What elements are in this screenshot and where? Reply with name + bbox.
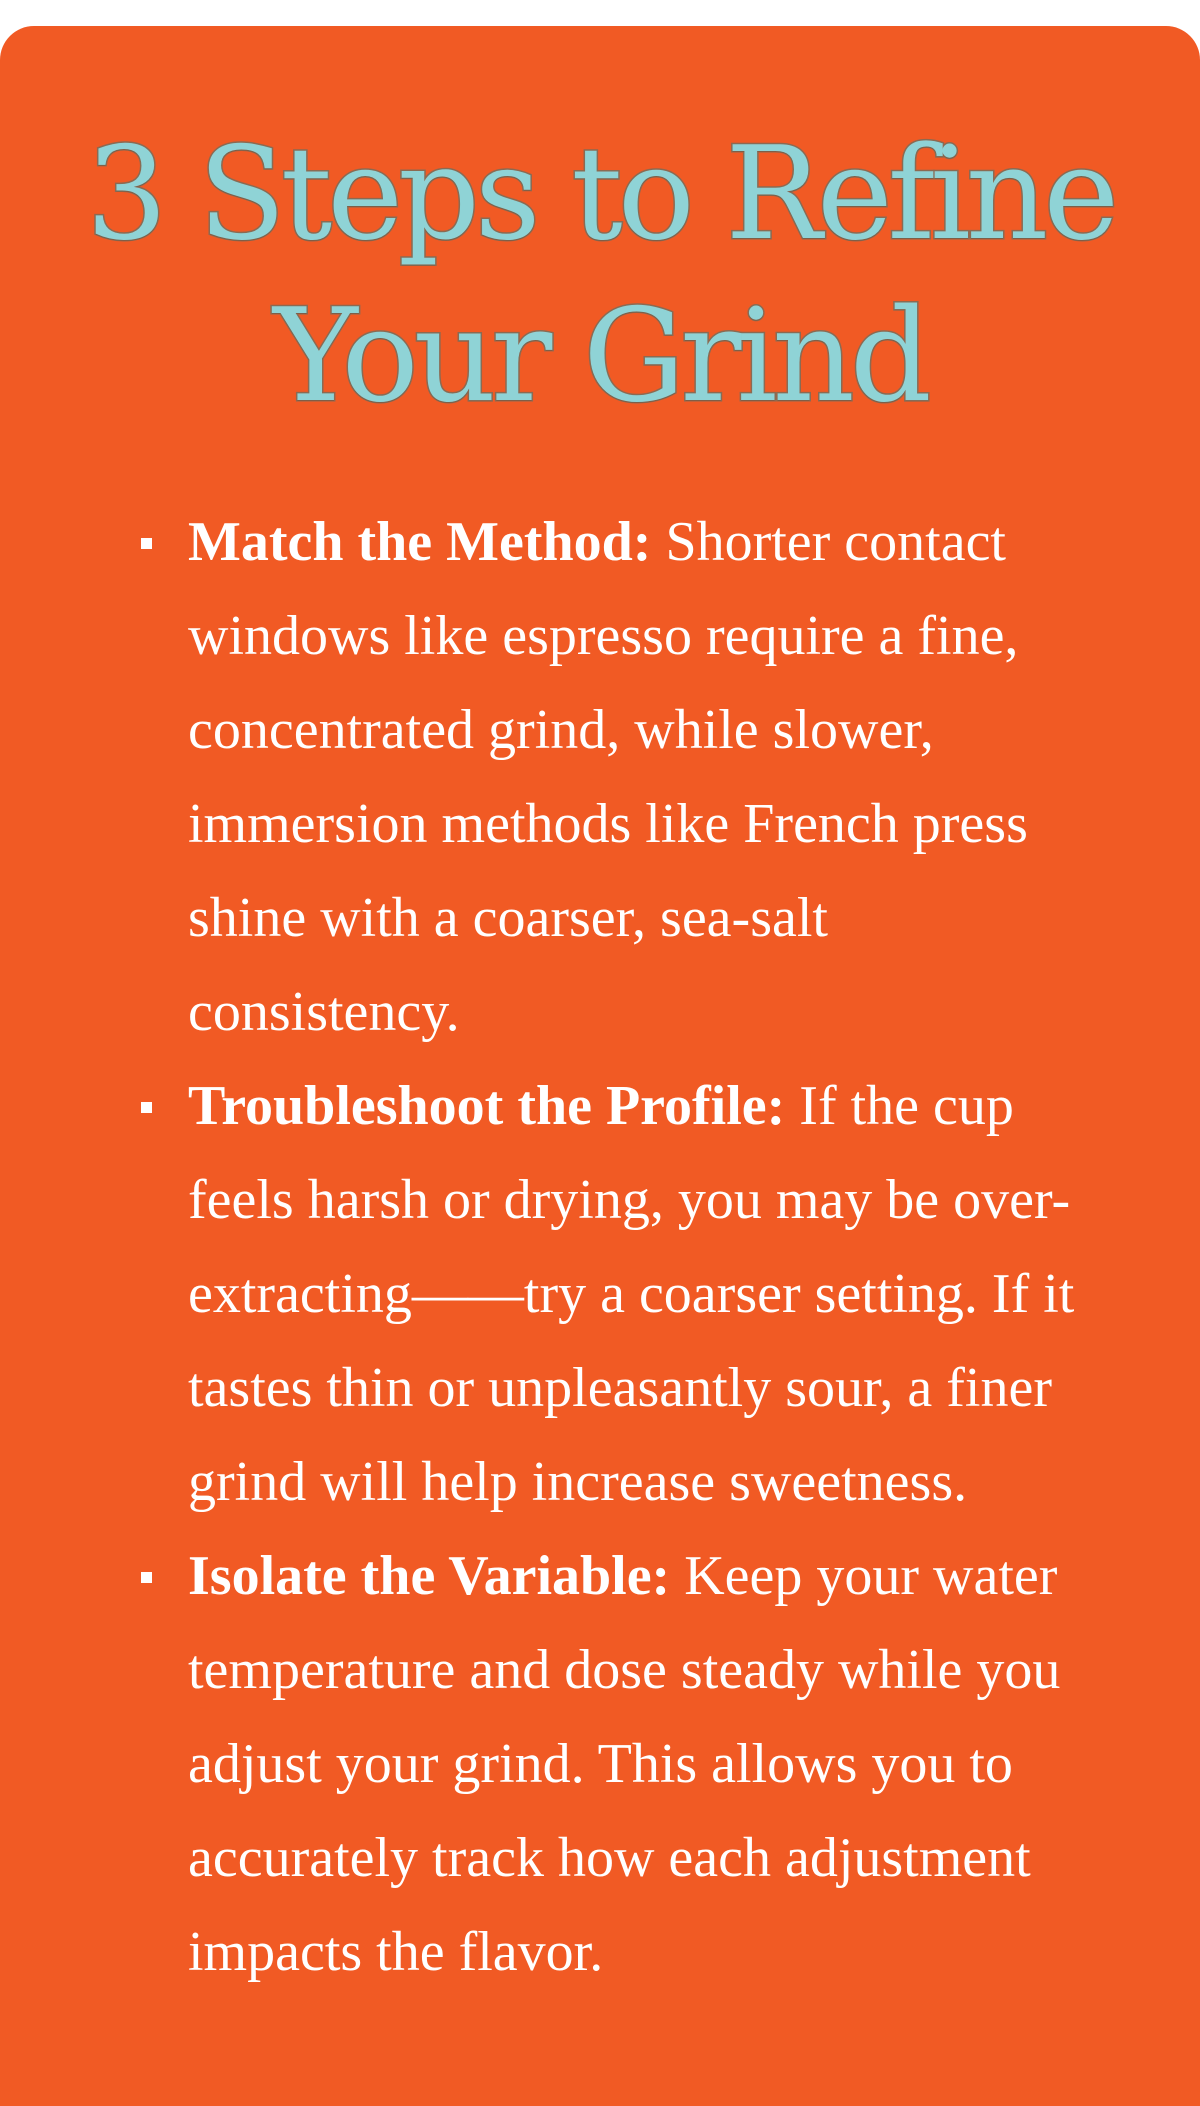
tip-heading: Troubleshoot the Profile: bbox=[188, 1075, 786, 1137]
page-title bbox=[0, 26, 1200, 438]
title-line-2: Your Grind bbox=[273, 282, 927, 431]
tip-heading: Match the Method: bbox=[188, 511, 652, 573]
square-bullet-icon bbox=[141, 1102, 152, 1113]
tip-match-method bbox=[188, 495, 1098, 1059]
tip-isolate-variable bbox=[188, 1529, 1098, 1999]
tip-text: Keep your water temperature and dose steady while you adjust your grind. This allows you to accurately track how each adjustment impacts the flavor. bbox=[188, 1545, 1061, 1983]
tip-text: If the cup feels harsh or drying, you may be over-extracting——try a coarser setting. If it tastes thin or unpleasantly sour, a finer grind will help increase sweetness. bbox=[188, 1075, 1075, 1513]
tip-heading: Isolate the Variable: bbox=[188, 1545, 671, 1607]
tip-troubleshoot-profile bbox=[188, 1059, 1098, 1529]
square-bullet-icon bbox=[141, 538, 152, 549]
tips-list bbox=[188, 495, 1098, 1999]
title-line-1: 3 Steps to Refine bbox=[85, 120, 1115, 269]
square-bullet-icon bbox=[141, 1572, 152, 1583]
orange-info-card bbox=[0, 26, 1200, 2106]
tip-text: Shorter contact windows like espresso require a fine, concentrated grind, while slower, immersion methods like French press shine with a coarser, sea-salt consistency. bbox=[188, 511, 1028, 1043]
